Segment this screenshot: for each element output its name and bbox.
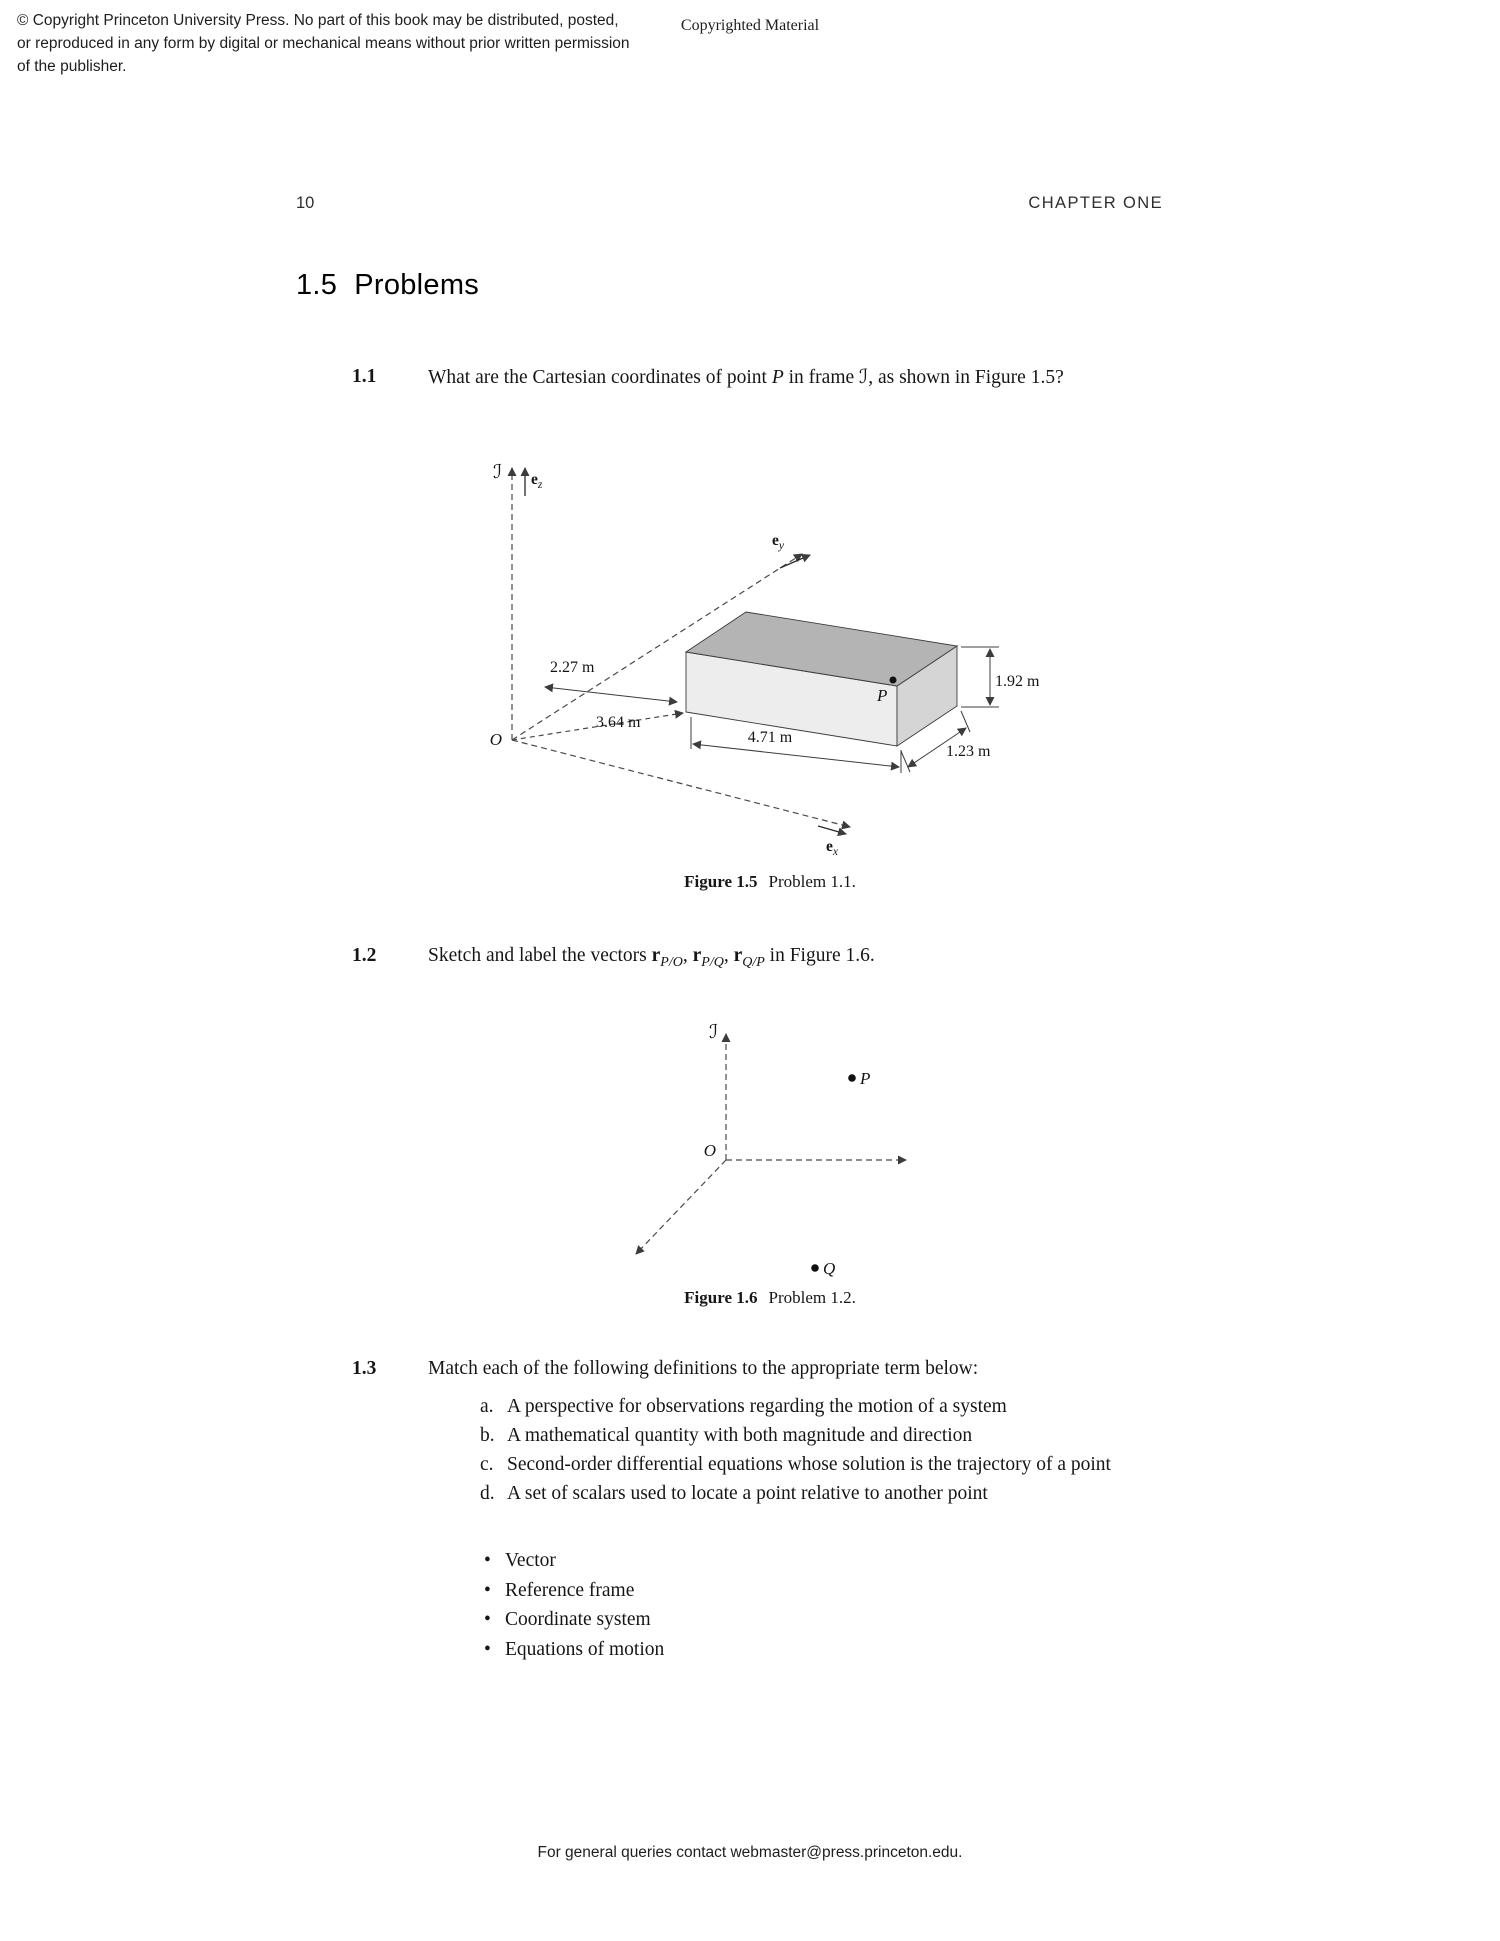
vector-subscript: Q/P (742, 954, 765, 970)
caption-label: Figure 1.6 (684, 1288, 758, 1307)
point-p-label: P (877, 686, 888, 705)
problem-1-1 (352, 362, 1163, 392)
footer-text: For general queries contact webmaster@press.princeton.edu. (537, 1844, 963, 1861)
copyright-notice: © Copyright Princeton University Press. No part of this book may be distributed, posted, or reproduced in any form by digital or mechanical means without prior written permission of the publisher. (17, 12, 630, 75)
caption-figure-1-6 (420, 1288, 1120, 1308)
caption-figure-1-5 (420, 872, 1120, 892)
figure-1-5-diagram (450, 450, 1100, 870)
frame-symbol: ℐ (859, 365, 869, 388)
section-title: Problems (354, 269, 480, 301)
dim-4-71-line (693, 744, 899, 767)
problem-text: Match each of the following definitions to the appropriate term below: (428, 1358, 979, 1379)
term-text: Equations of motion (505, 1638, 665, 1660)
terms-list (484, 1546, 664, 1664)
problem-number: 1.2 (352, 945, 377, 966)
definition-item (480, 1479, 1182, 1508)
frame-label: ℐ (709, 1021, 718, 1043)
text-run: , (682, 945, 693, 966)
problem-number: 1.3 (352, 1358, 377, 1379)
point-q-dot (811, 1264, 819, 1272)
problem-1-3 (352, 1354, 1163, 1383)
definition-letter: d. (480, 1483, 495, 1504)
text-run: in Figure 1.6. (764, 945, 875, 966)
text-run: , (723, 945, 734, 966)
ez-label: $e_z$ (531, 471, 543, 491)
term-text: Vector (505, 1550, 556, 1571)
definition-text: A mathematical quantity with both magnitude and direction (507, 1425, 973, 1446)
diagonal-axis-line (636, 1160, 726, 1254)
definition-letter: a. (480, 1396, 494, 1417)
dim-2-27-label: 2.27 m (550, 659, 595, 676)
problem-1-2 (352, 941, 1163, 977)
vector-subscript: P/Q (701, 954, 724, 970)
running-head (296, 194, 1163, 213)
text-run: What are the Cartesian coordinates of point (428, 367, 772, 388)
vector-symbol: r (733, 945, 743, 966)
math-var-p: P (771, 367, 784, 388)
term-item (484, 1635, 664, 1665)
vector-subscript: P/O (660, 954, 683, 970)
caption-label: Figure 1.5 (684, 872, 758, 891)
ex-axis-line (512, 740, 850, 827)
dim-2-27-line (545, 687, 677, 702)
ex-unit-vector-arrow (818, 826, 846, 834)
vector-symbol: r (651, 945, 661, 966)
figure-1-6-diagram (600, 1020, 940, 1285)
definition-text: Second-order differential equations whose solution is the trajectory of a point (507, 1454, 1111, 1475)
point-p-dot (848, 1074, 856, 1082)
term-item (484, 1605, 664, 1635)
point-q-label: Q (823, 1259, 836, 1278)
caption-text: Problem 1.1. (768, 872, 856, 891)
problem-text (428, 941, 1163, 977)
problem-number: 1.1 (352, 366, 377, 387)
ey-label: $e_y$ (772, 532, 784, 552)
bullet-marker: • (484, 1550, 491, 1571)
dim-3-64-label: 3.64 m (596, 714, 641, 731)
copyrighted-material-label: Copyrighted Material (680, 17, 820, 34)
dim-4-71-label: 4.71 m (747, 729, 793, 746)
definition-letter: c. (480, 1454, 494, 1475)
dim-1-23-label: 1.23 m (946, 743, 991, 760)
ey-unit-vector-arrow (780, 555, 810, 568)
definitions-list (480, 1392, 1182, 1508)
bullet-marker: • (484, 1609, 491, 1630)
definition-letter: b. (480, 1425, 495, 1446)
point-p-label: P (860, 1069, 871, 1088)
caption-text: Problem 1.2. (768, 1288, 856, 1307)
bullet-marker: • (484, 1638, 491, 1660)
problem-text (428, 362, 1163, 392)
definition-text: A set of scalars used to locate a point relative to another point (507, 1483, 988, 1504)
text-run: in frame (783, 367, 860, 388)
frame-label: ℐ (493, 461, 502, 483)
term-text: Reference frame (505, 1579, 635, 1601)
text-run: Sketch and label the vectors (428, 945, 652, 966)
bullet-marker: • (484, 1579, 491, 1601)
section-heading (296, 269, 479, 302)
origin-label: O (703, 1141, 716, 1160)
chapter-title: CHAPTER ONE (1028, 194, 1163, 212)
definition-item (480, 1392, 1182, 1421)
section-number: 1.5 (296, 269, 338, 301)
vector-symbol: r (692, 945, 702, 966)
point-p-dot (890, 677, 897, 684)
definition-item (480, 1450, 1182, 1479)
term-text: Coordinate system (505, 1609, 651, 1630)
dim-1-23-tick-left (901, 751, 910, 772)
ex-label: $e_x$ (826, 838, 838, 858)
definition-text: A perspective for observations regarding the motion of a system (507, 1396, 1007, 1417)
definition-item (480, 1421, 1182, 1450)
term-item (484, 1576, 664, 1606)
page-number: 10 (296, 194, 315, 212)
term-item (484, 1546, 664, 1576)
text-run: , as shown in Figure 1.5? (868, 367, 1064, 388)
dim-1-92-label: 1.92 m (995, 673, 1040, 690)
origin-label: O (489, 730, 502, 749)
